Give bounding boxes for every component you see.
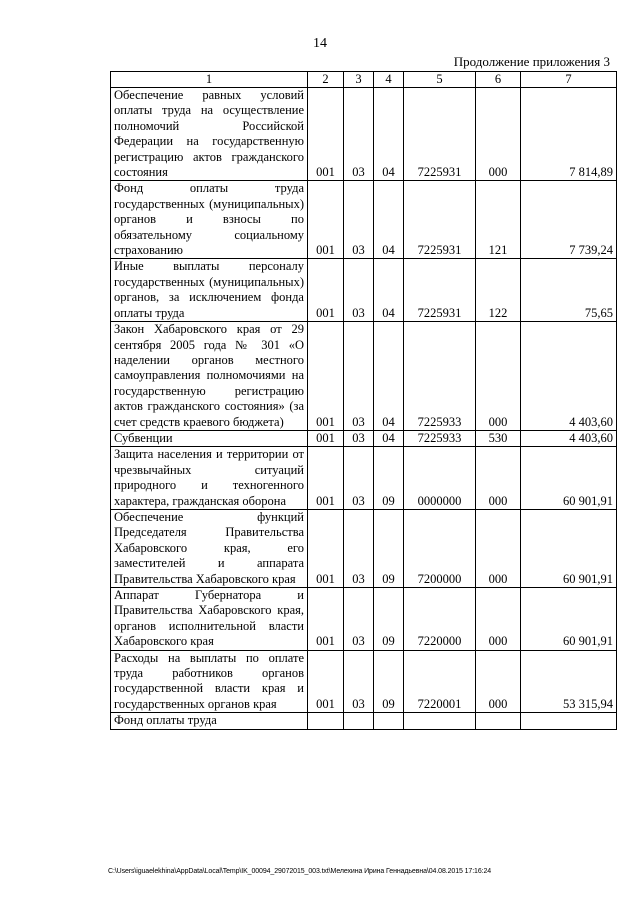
amount: 60 901,91 xyxy=(521,588,617,651)
column-header: 4 xyxy=(374,72,404,88)
column-header: 3 xyxy=(344,72,374,88)
code-expense-type: 000 xyxy=(476,509,521,587)
code-expense-type: 000 xyxy=(476,88,521,181)
code-section: 03 xyxy=(344,322,374,431)
table-row xyxy=(111,322,617,431)
code-target-article xyxy=(404,713,476,729)
code-section: 03 xyxy=(344,430,374,446)
code-subsection: 04 xyxy=(374,430,404,446)
code-subsection: 09 xyxy=(374,447,404,510)
code-ministry: 001 xyxy=(308,259,344,322)
continuation-label: Продолжение приложения 3 xyxy=(453,54,610,69)
table-row xyxy=(111,181,617,259)
code-ministry: 001 xyxy=(308,650,344,713)
code-section: 03 xyxy=(344,181,374,259)
code-subsection: 04 xyxy=(374,322,404,431)
code-ministry: 001 xyxy=(308,447,344,510)
header-row xyxy=(111,72,617,88)
row-name: Защита населения и территории от чрезвычайных ситуаций природного и техногенного характера, гражданская оборона xyxy=(111,447,308,510)
code-ministry: 001 xyxy=(308,509,344,587)
column-header: 2 xyxy=(308,72,344,88)
table-row xyxy=(111,588,617,651)
code-expense-type: 000 xyxy=(476,650,521,713)
code-subsection: 04 xyxy=(374,88,404,181)
footer-file-path: C:\Users\iguaelekhina\AppData\Local\Temp\IK_00094_29072015_003.txt\Мелехина Ирина Геннадьевна\04.08.2015 17:16:24 xyxy=(108,868,492,875)
amount: 60 901,91 xyxy=(521,447,617,510)
code-target-article: 7225931 xyxy=(404,259,476,322)
amount: 4 403,60 xyxy=(521,322,617,431)
amount: 7 814,89 xyxy=(521,88,617,181)
code-subsection: 04 xyxy=(374,181,404,259)
row-name: Обеспечение равных условий оплаты труда на осуществление полномочий Российской Федерации на государственную регистрацию актов гражданского состояния xyxy=(111,88,308,181)
code-target-article: 7225933 xyxy=(404,322,476,431)
code-expense-type xyxy=(476,713,521,729)
amount xyxy=(521,713,617,729)
code-target-article: 7200000 xyxy=(404,509,476,587)
code-section: 03 xyxy=(344,588,374,651)
amount: 4 403,60 xyxy=(521,430,617,446)
code-ministry: 001 xyxy=(308,430,344,446)
code-expense-type: 000 xyxy=(476,322,521,431)
code-expense-type: 000 xyxy=(476,588,521,651)
table-row xyxy=(111,509,617,587)
amount: 53 315,94 xyxy=(521,650,617,713)
code-expense-type: 530 xyxy=(476,430,521,446)
row-name: Фонд оплаты труда государственных (муниципальных) органов и взносы по обязательному социальному страхованию xyxy=(111,181,308,259)
table-row xyxy=(111,447,617,510)
budget-table xyxy=(110,71,617,730)
code-subsection: 09 xyxy=(374,509,404,587)
code-ministry: 001 xyxy=(308,181,344,259)
table-row xyxy=(111,650,617,713)
code-expense-type: 000 xyxy=(476,447,521,510)
row-name: Обеспечение функций Председателя Правительства Хабаровского края, его заместителей и аппарата Правительства Хабаровского края xyxy=(111,509,308,587)
code-subsection: 09 xyxy=(374,650,404,713)
code-section: 03 xyxy=(344,509,374,587)
code-ministry: 001 xyxy=(308,588,344,651)
code-subsection: 04 xyxy=(374,259,404,322)
column-header: 5 xyxy=(404,72,476,88)
code-target-article: 7220001 xyxy=(404,650,476,713)
table-row xyxy=(111,259,617,322)
amount: 60 901,91 xyxy=(521,509,617,587)
code-section: 03 xyxy=(344,650,374,713)
code-target-article: 0000000 xyxy=(404,447,476,510)
code-subsection xyxy=(374,713,404,729)
code-section: 03 xyxy=(344,88,374,181)
table-row xyxy=(111,430,617,446)
code-section: 03 xyxy=(344,447,374,510)
row-name: Расходы на выплаты по оплате труда работников органов государственной власти края и государственных органов края xyxy=(111,650,308,713)
table-row xyxy=(111,713,617,729)
code-subsection: 09 xyxy=(374,588,404,651)
code-expense-type: 121 xyxy=(476,181,521,259)
column-header: 7 xyxy=(521,72,617,88)
row-name: Иные выплаты персоналу государственных (муниципальных) органов, за исключением фонда оплаты труда xyxy=(111,259,308,322)
column-header: 1 xyxy=(111,72,308,88)
code-ministry xyxy=(308,713,344,729)
amount: 75,65 xyxy=(521,259,617,322)
page-number: 14 xyxy=(313,36,327,51)
code-target-article: 7225933 xyxy=(404,430,476,446)
code-ministry: 001 xyxy=(308,322,344,431)
amount: 7 739,24 xyxy=(521,181,617,259)
table-row xyxy=(111,88,617,181)
code-target-article: 7220000 xyxy=(404,588,476,651)
code-ministry: 001 xyxy=(308,88,344,181)
row-name: Фонд оплаты труда xyxy=(111,713,308,729)
code-expense-type: 122 xyxy=(476,259,521,322)
row-name: Закон Хабаровского края от 29 сентября 2005 года № 301 «О наделении органов местного самоуправления полномочиями на государственную регистрацию актов гражданского состояния» (за счет средств краевого бюджета) xyxy=(111,322,308,431)
code-target-article: 7225931 xyxy=(404,88,476,181)
code-section xyxy=(344,713,374,729)
code-section: 03 xyxy=(344,259,374,322)
code-target-article: 7225931 xyxy=(404,181,476,259)
row-name: Аппарат Губернатора и Правительства Хабаровского края, органов исполнительной власти Хабаровского края xyxy=(111,588,308,651)
row-name: Субвенции xyxy=(111,430,308,446)
column-header: 6 xyxy=(476,72,521,88)
